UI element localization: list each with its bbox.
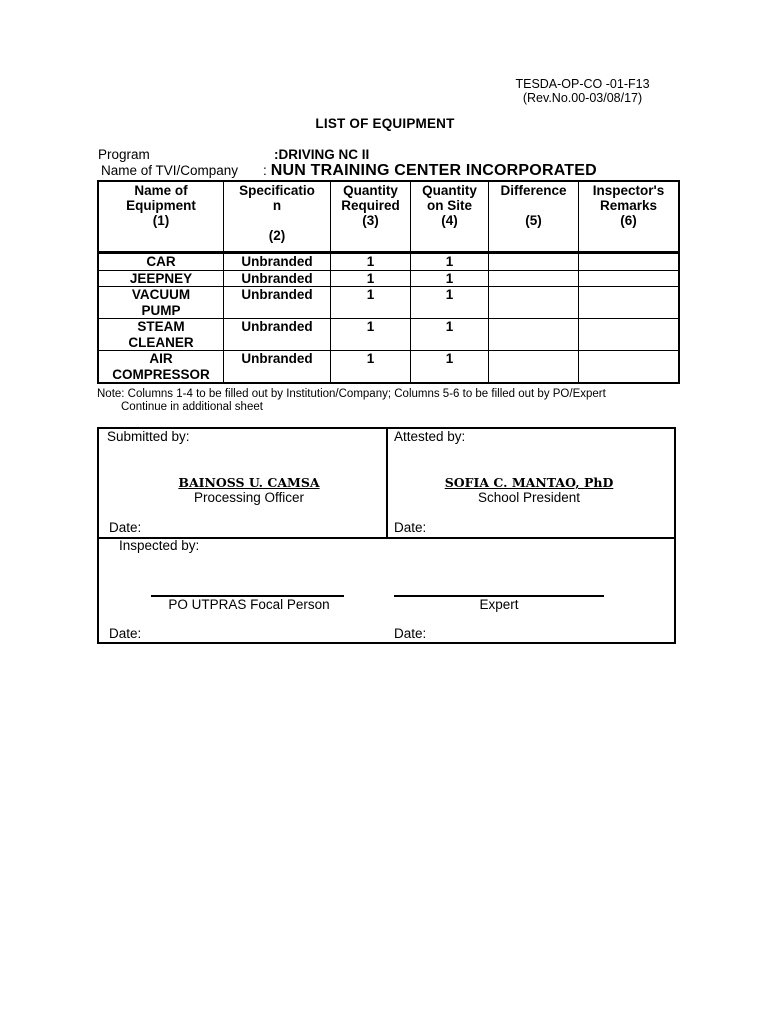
equipment-name: AIR COMPRESSOR bbox=[99, 350, 224, 382]
inspected-expert-date-label: Date: bbox=[394, 626, 427, 641]
inspected-po-date-label: Date: bbox=[109, 626, 142, 641]
company-colon: : bbox=[263, 163, 267, 178]
remarks-cell bbox=[579, 318, 678, 350]
inspected-by-label: Inspected by: bbox=[119, 538, 200, 553]
program-label: Program bbox=[98, 147, 150, 162]
signature-box bbox=[97, 427, 676, 644]
quantity-on-site-cell: 1 bbox=[411, 350, 489, 382]
equipment-name: VACUUM PUMP bbox=[99, 286, 224, 318]
specification-cell: Unbranded bbox=[224, 318, 331, 350]
quantity-required-cell: 1 bbox=[331, 350, 411, 382]
table-row bbox=[99, 270, 678, 287]
header-difference: Difference (5) bbox=[489, 182, 579, 253]
form-code bbox=[505, 77, 660, 105]
specification-cell: Unbranded bbox=[224, 270, 331, 287]
quantity-on-site-cell: 1 bbox=[411, 286, 489, 318]
table-header-row bbox=[99, 182, 678, 253]
quantity-on-site-cell: 1 bbox=[411, 270, 489, 287]
quantity-on-site-cell: 1 bbox=[411, 253, 489, 270]
signature-column-divider bbox=[386, 429, 388, 537]
quantity-required-cell: 1 bbox=[331, 253, 411, 270]
form-code-number: TESDA-OP-CO -01-F13 bbox=[515, 77, 650, 91]
po-title: PO UTPRAS Focal Person bbox=[168, 597, 330, 612]
header-quantity-required: Quantity Required (3) bbox=[331, 182, 411, 253]
note-line-2: Continue in additional sheet bbox=[121, 401, 263, 413]
program-value: :DRIVING NC II bbox=[274, 147, 370, 162]
equipment-table bbox=[97, 180, 680, 384]
attested-by-label: Attested by: bbox=[394, 429, 466, 444]
equipment-name: STEAM CLEANER bbox=[99, 318, 224, 350]
header-quantity-on-site: Quantity on Site (4) bbox=[411, 182, 489, 253]
difference-cell bbox=[489, 286, 579, 318]
submitted-by-title: Processing Officer bbox=[193, 490, 305, 505]
specification-cell: Unbranded bbox=[224, 253, 331, 270]
attested-by-name: SOFIA C. MANTAO, PhD bbox=[444, 475, 614, 490]
remarks-cell bbox=[579, 350, 678, 382]
company-line bbox=[101, 162, 597, 180]
quantity-on-site-cell: 1 bbox=[411, 318, 489, 350]
difference-cell bbox=[489, 253, 579, 270]
remarks-cell bbox=[579, 253, 678, 270]
form-code-revision: (Rev.No.00-03/08/17) bbox=[522, 91, 643, 105]
attested-by-title: School President bbox=[477, 490, 581, 505]
table-row bbox=[99, 286, 678, 318]
remarks-cell bbox=[579, 286, 678, 318]
quantity-required-cell: 1 bbox=[331, 270, 411, 287]
submitted-by-label: Submitted by: bbox=[107, 429, 190, 444]
equipment-name: JEEPNEY bbox=[99, 270, 224, 287]
submitted-date-label: Date: bbox=[109, 520, 142, 535]
note-line-1: Note: Columns 1-4 to be filled out by Institution/Company; Columns 5-6 to be filled out by PO/Expert bbox=[97, 388, 606, 400]
difference-cell bbox=[489, 318, 579, 350]
equipment-name: CAR bbox=[99, 253, 224, 270]
quantity-required-cell: 1 bbox=[331, 318, 411, 350]
quantity-required-cell: 1 bbox=[331, 286, 411, 318]
table-row bbox=[99, 253, 678, 270]
header-specification: Specificatio n (2) bbox=[224, 182, 331, 253]
difference-cell bbox=[489, 270, 579, 287]
header-inspector-remarks: Inspector's Remarks (6) bbox=[579, 182, 678, 253]
document-title: LIST OF EQUIPMENT bbox=[315, 116, 455, 131]
expert-title: Expert bbox=[479, 597, 519, 612]
header-name-of-equipment: Name of Equipment (1) bbox=[99, 182, 224, 253]
table-row bbox=[99, 350, 678, 382]
specification-cell: Unbranded bbox=[224, 350, 331, 382]
table-note bbox=[97, 388, 606, 414]
attested-date-label: Date: bbox=[394, 520, 427, 535]
table-row bbox=[99, 318, 678, 350]
company-value: NUN TRAINING CENTER INCORPORATED bbox=[270, 162, 597, 179]
program-line bbox=[98, 147, 369, 162]
difference-cell bbox=[489, 350, 579, 382]
company-label: Name of TVI/Company bbox=[101, 163, 239, 178]
submitted-by-name: BAINOSS U. CAMSA bbox=[178, 475, 320, 490]
remarks-cell bbox=[579, 270, 678, 287]
specification-cell: Unbranded bbox=[224, 286, 331, 318]
